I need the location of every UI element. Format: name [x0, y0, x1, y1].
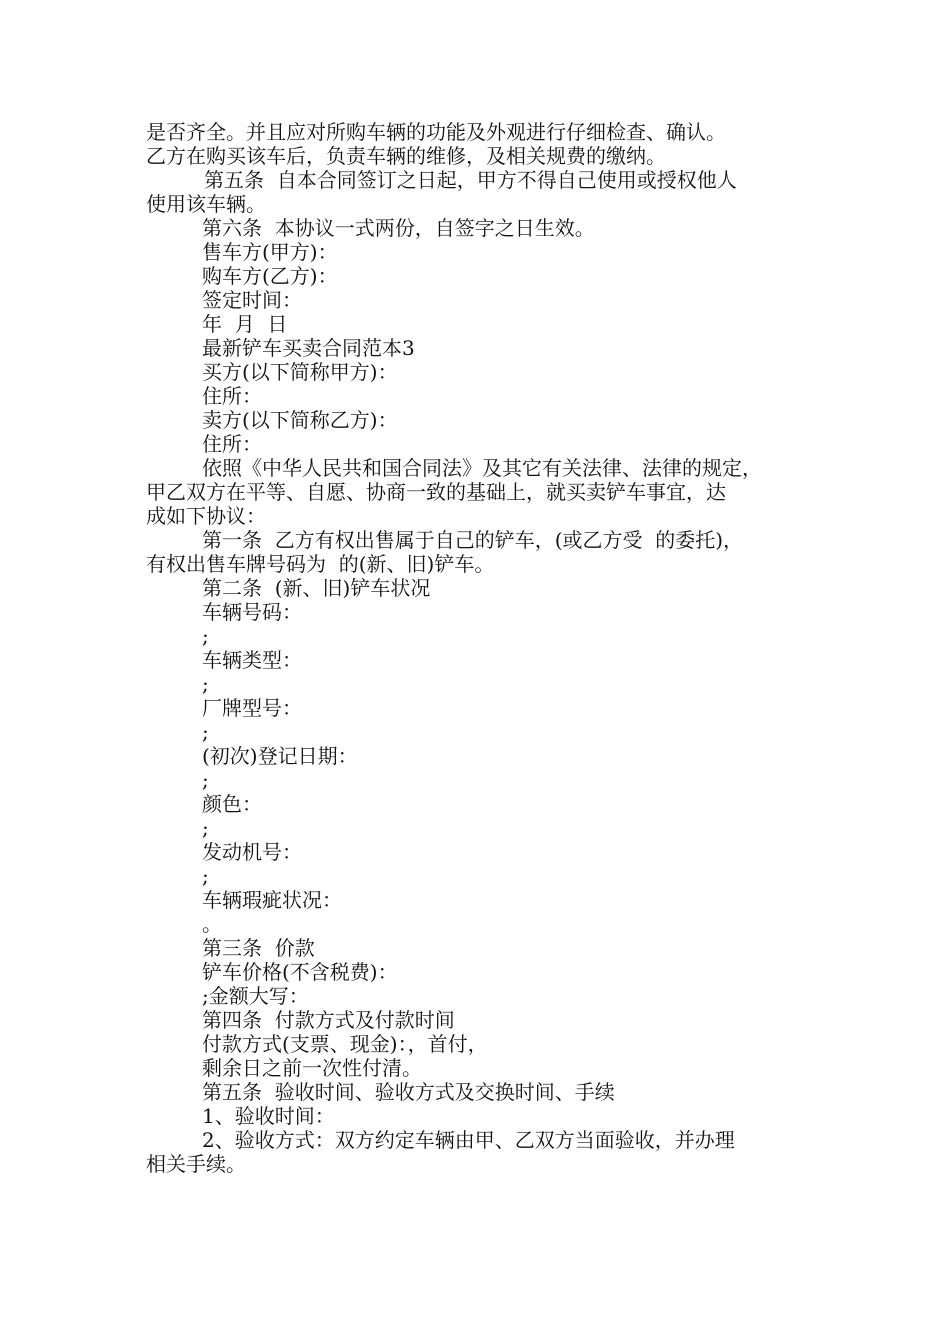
field-label: ;金额大写： [202, 984, 309, 1008]
buyer-label: 买方(以下简称甲方)： [202, 360, 398, 384]
field-separator: ; [202, 864, 209, 888]
signing-date-label: 签定时间： [202, 288, 302, 312]
paragraph-line: 使用该车辆。 [146, 192, 266, 216]
article-heading: 第五条 自本合同签订之日起，甲方不得自己使用或授权他人 [204, 168, 737, 192]
field-label: 颜色： [202, 792, 262, 816]
paragraph-line: 成如下协议： [146, 504, 266, 528]
section-title: 最新铲车买卖合同范本3 [202, 336, 415, 360]
field-label: 车辆瑕疵状况： [202, 888, 342, 912]
paragraph-line: 是否齐全。并且应对所购车辆的功能及外观进行仔细检查、确认。 [146, 120, 726, 144]
seller-label: 卖方(以下简称乙方)： [202, 408, 398, 432]
paragraph-line: 甲乙双方在平等、自愿、协商一致的基础上，就买卖铲车事宜，达 [146, 480, 726, 504]
article-heading: 第三条 价款 [202, 936, 315, 960]
article-heading: 第一条 乙方有权出售属于自己的铲车，(或乙方受 的委托)， [202, 528, 744, 552]
signature-label-buyer: 购车方(乙方)： [202, 264, 338, 288]
field-separator: ; [202, 768, 209, 792]
document-body [146, 120, 826, 1176]
paragraph-line: 付款方式(支票、现金)：，首付， [202, 1032, 488, 1056]
field-separator: ; [202, 672, 209, 696]
field-label: 车辆号码： [202, 600, 302, 624]
field-separator: ; [202, 816, 209, 840]
field-separator: ; [202, 624, 209, 648]
signature-label-seller: 售车方(甲方)： [202, 240, 338, 264]
field-label: (初次)登记日期： [202, 744, 358, 768]
paragraph-line: 剩余日之前一次性付清。 [202, 1056, 422, 1080]
field-label: 铲车价格(不含税费)： [202, 960, 398, 984]
article-heading: 第五条 验收时间、验收方式及交换时间、手续 [202, 1080, 615, 1104]
article-heading: 第二条 (新、旧)铲车状况 [202, 576, 431, 600]
seller-address-label: 住所： [202, 432, 262, 456]
field-separator: ; [202, 720, 209, 744]
field-separator: 。 [202, 912, 222, 936]
buyer-address-label: 住所： [202, 384, 262, 408]
list-item: 1、验收时间： [202, 1104, 335, 1128]
paragraph-line: 依照《中华人民共和国合同法》及其它有关法律、法律的规定， [202, 456, 762, 480]
field-label: 发动机号： [202, 840, 302, 864]
paragraph-line: 相关手续。 [146, 1152, 246, 1176]
paragraph-line: 乙方在购买该车后，负责车辆的维修，及相关规费的缴纳。 [146, 144, 666, 168]
list-item: 2、验收方式：双方约定车辆由甲、乙双方当面验收，并办理 [202, 1128, 735, 1152]
paragraph-line: 有权出售车牌号码为 的(新、旧)铲车。 [146, 552, 495, 576]
field-label: 车辆类型： [202, 648, 302, 672]
date-placeholder: 年 月 日 [202, 312, 288, 336]
article-heading: 第四条 付款方式及付款时间 [202, 1008, 455, 1032]
article-heading: 第六条 本协议一式两份，自签字之日生效。 [202, 216, 595, 240]
field-label: 厂牌型号： [202, 696, 302, 720]
